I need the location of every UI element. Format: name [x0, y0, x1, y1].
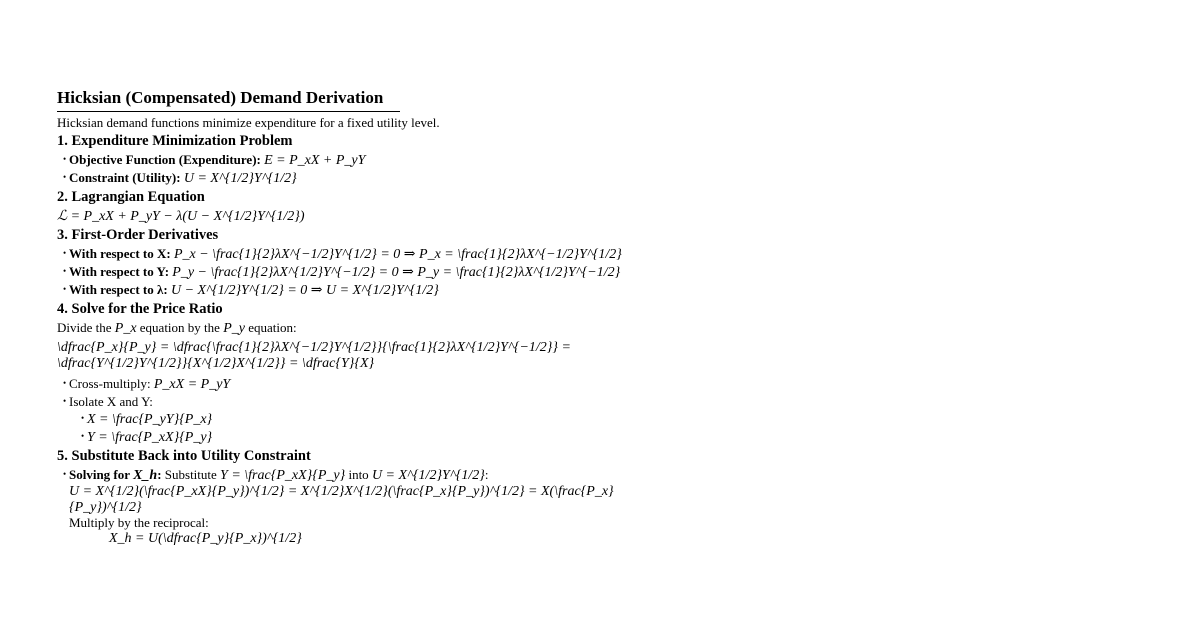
section-heading-1: 1. Expenditure Minimization Problem [57, 133, 293, 149]
text: : [484, 467, 489, 482]
math-expression: X_h = U(\dfrac{P_y}{P_x})^{1/2} [109, 531, 302, 546]
intro-text: Hicksian demand functions minimize expenditure for a fixed utility level. [57, 115, 440, 130]
section-heading-4: 4. Solve for the Price Ratio [57, 301, 223, 317]
list-item [63, 394, 677, 445]
list-item [81, 429, 677, 445]
item-label [69, 467, 162, 482]
list-item [63, 152, 677, 168]
price-ratio-equation: \dfrac{P_x}{P_y} = \dfrac{\frac{1}{2}λX^{−1/2}Y^{1/2}}{\frac{1}{2}λX^{1/2}Y^{−1/2}} = \dfrac{Y^{1/2}Y^{1/2}}{X^{1/2}X^{1/2}} = \dfrac{Y}{X} [57, 340, 571, 371]
item-label: With respect to X: [69, 246, 171, 261]
multiply-text: Multiply by the reciprocal: [69, 515, 209, 530]
text: : [157, 467, 162, 482]
display-block [57, 339, 677, 371]
math-expression: P_y [223, 321, 245, 336]
section-4-list [57, 376, 677, 445]
isolate-list [69, 411, 677, 445]
list-item [63, 170, 677, 186]
math-expression: X_h [133, 468, 158, 483]
section-3-list [57, 246, 677, 298]
math-expression: U = X^{1/2}Y^{1/2} [183, 171, 297, 186]
math-expression: U − X^{1/2}Y^{1/2} = 0 ⇒ U = X^{1/2}Y^{1/2} [170, 283, 439, 298]
item-label: Constraint (Utility): [69, 170, 181, 185]
text: equation by the [136, 320, 224, 335]
text: Solving for [69, 467, 134, 482]
math-expression: X = \frac{P_yY}{P_x} [87, 412, 213, 427]
math-expression: P_x − \frac{1}{2}λX^{−1/2}Y^{1/2} = 0 ⇒ P_x = \frac{1}{2}λX^{−1/2}Y^{1/2} [173, 247, 622, 262]
section-1-list [57, 152, 677, 186]
item-label: With respect to Y: [69, 264, 170, 279]
result-line [69, 530, 677, 546]
list-item [63, 282, 677, 298]
math-expression: P_y − \frac{1}{2}λX^{1/2}Y^{−1/2} = 0 ⇒ P_y = \frac{1}{2}λX^{1/2}Y^{−1/2} [172, 265, 621, 280]
math-expression: U = X^{1/2}(\frac{P_xX}{P_y})^{1/2} = X^{1/2}X^{1/2}(\frac{P_x}{P_y})^{1/2} = X(\frac{P_x}{P_y})^{1/2} [69, 484, 614, 515]
list-item [63, 246, 677, 262]
lagrangian-equation: ℒ = P_xX + P_yY − λ(U − X^{1/2}Y^{1/2}) [57, 209, 305, 224]
section-5-list [57, 467, 677, 546]
math-expression: Y = \frac{P_xX}{P_y} [220, 468, 346, 483]
list-item [81, 411, 677, 427]
item-label: Isolate X and Y: [69, 394, 153, 409]
substitution-chain [69, 483, 677, 515]
list-item [63, 376, 677, 392]
text: Substitute [161, 467, 221, 482]
section-heading-3: 3. First-Order Derivatives [57, 227, 219, 243]
math-expression: U = X^{1/2}Y^{1/2} [371, 468, 485, 483]
text: into [345, 467, 372, 482]
text: Divide the [57, 320, 115, 335]
item-label: Objective Function (Expenditure): [69, 152, 261, 167]
math-expression: E = P_xX + P_yY [264, 153, 366, 168]
document [57, 88, 677, 548]
item-label: Cross-multiply: [69, 376, 154, 391]
section-heading-2: 2. Lagrangian Equation [57, 189, 205, 205]
math-expression: P_xX = P_yY [153, 377, 231, 392]
list-item [63, 467, 677, 546]
math-expression: P_x [114, 321, 137, 336]
math-expression: Y = \frac{P_xX}{P_y} [87, 430, 213, 445]
item-label: With respect to λ: [69, 282, 168, 297]
text: equation: [244, 320, 297, 335]
section-heading-5: 5. Substitute Back into Utility Constraint [57, 448, 311, 464]
list-item [63, 264, 677, 280]
page-title: Hicksian (Compensated) Demand Derivation [57, 88, 400, 112]
divide-text [57, 320, 677, 336]
